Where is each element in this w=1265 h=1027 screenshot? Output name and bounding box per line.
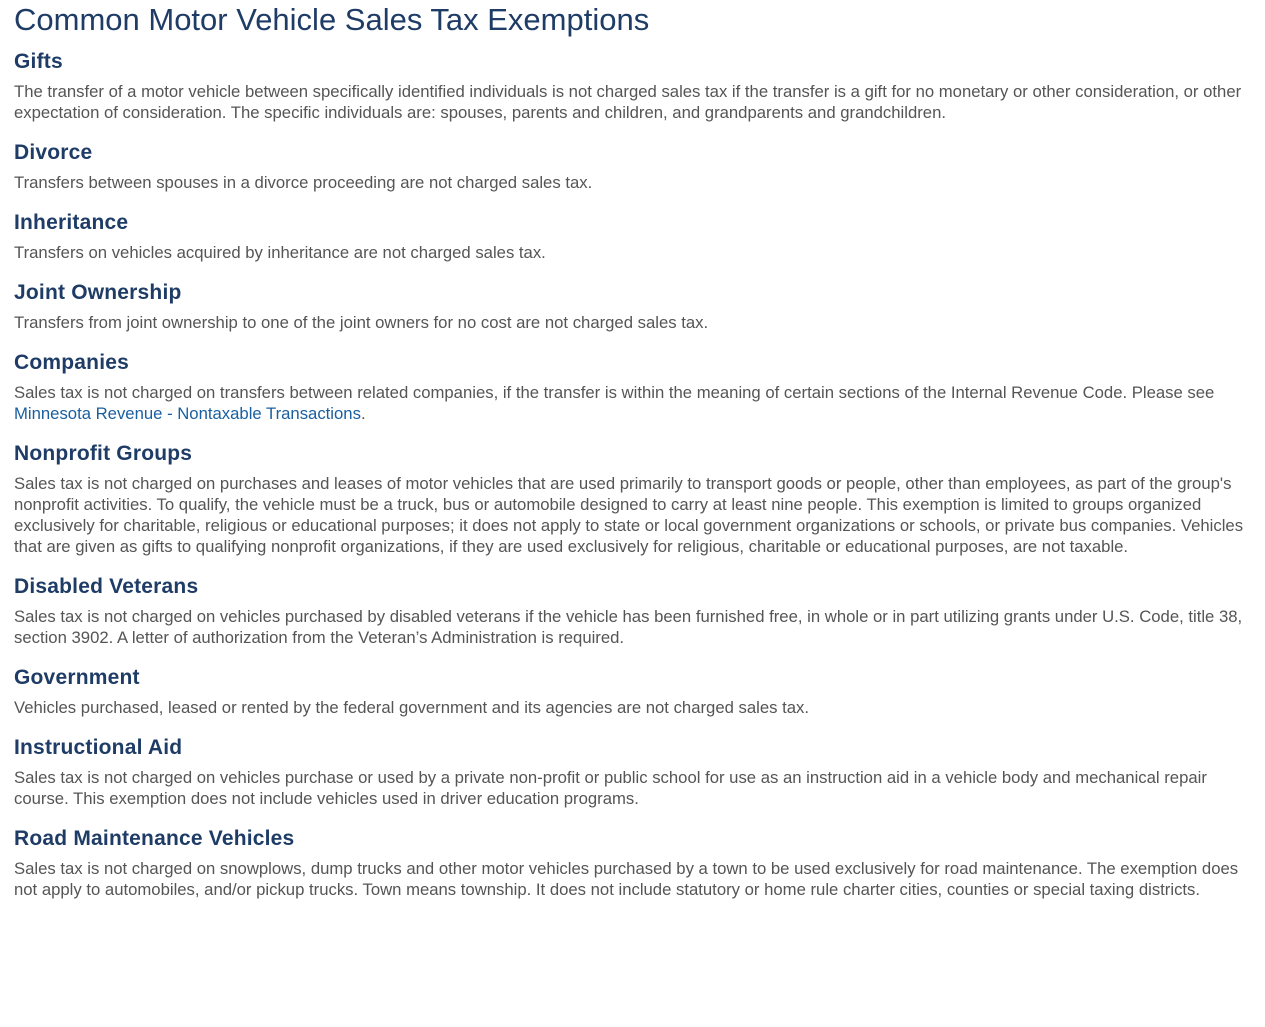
section-government	[14, 665, 1251, 718]
section-body-divorce: Transfers between spouses in a divorce proceeding are not charged sales tax.	[14, 173, 593, 192]
section-body-inheritance: Transfers on vehicles acquired by inheritance are not charged sales tax.	[14, 243, 546, 262]
section-gifts	[14, 49, 1251, 123]
section-nonprofit-groups	[14, 441, 1251, 557]
section-body-government: Vehicles purchased, leased or rented by the federal government and its agencies are not charged sales tax.	[14, 698, 810, 717]
minnesota-revenue-link[interactable]: Minnesota Revenue - Nontaxable Transactions	[14, 404, 361, 423]
section-heading-companies: Companies	[14, 351, 129, 374]
section-heading-inheritance: Inheritance	[14, 211, 129, 234]
section-disabled-veterans	[14, 574, 1251, 648]
section-body-road-maintenance-vehicles: Sales tax is not charged on snowplows, dump trucks and other motor vehicles purchased by a town to be used exclusively for road maintenance. The exemption does not apply to automobiles, and/or pickup trucks. Town means township. It does not include statutory or home rule charter cities, counties or special taxing districts.	[14, 859, 1239, 899]
section-heading-joint-ownership: Joint Ownership	[14, 281, 182, 304]
section-inheritance	[14, 210, 1251, 263]
section-heading-divorce: Divorce	[14, 141, 93, 164]
section-instructional-aid	[14, 735, 1251, 809]
section-heading-disabled-veterans: Disabled Veterans	[14, 575, 199, 598]
section-road-maintenance-vehicles	[14, 826, 1251, 900]
page-title: Common Motor Vehicle Sales Tax Exemptions	[14, 2, 650, 37]
section-companies	[14, 350, 1251, 424]
section-divorce	[14, 140, 1251, 193]
section-body-disabled-veterans: Sales tax is not charged on vehicles purchased by disabled veterans if the vehicle has been furnished free, in whole or in part utilizing grants under U.S. Code, title 38, section 3902. A letter of authorization from the Veteran’s Administration is required.	[14, 607, 1243, 647]
section-joint-ownership	[14, 280, 1251, 333]
section-body-companies	[14, 382, 1251, 424]
section-heading-nonprofit-groups: Nonprofit Groups	[14, 442, 193, 465]
companies-body-end: .	[360, 404, 366, 423]
section-heading-road-maintenance-vehicles: Road Maintenance Vehicles	[14, 827, 295, 850]
section-heading-instructional-aid: Instructional Aid	[14, 736, 183, 759]
section-body-nonprofit-groups: Sales tax is not charged on purchases and leases of motor vehicles that are used primarily to transport goods or people, other than employees, as part of the group's nonprofit activities. To qualify, the vehicle must be a truck, bus or automobile designed to carry at least nine people. This exemption is limited to groups organized exclusively for charitable, religious or educational purposes; it does not apply to state or local government organizations or schools, or private bus companies. Vehicles that are given as gifts to qualifying nonprofit organizations, if they are used exclusively for religious, charitable or educational purposes, are not taxable.	[14, 474, 1244, 556]
section-body-instructional-aid: Sales tax is not charged on vehicles purchase or used by a private non-profit or public school for use as an instruction aid in a vehicle body and mechanical repair course. This exemption does not include vehicles used in driver education programs.	[14, 768, 1207, 808]
page-content	[0, 1, 1265, 900]
section-heading-gifts: Gifts	[14, 50, 63, 73]
section-body-gifts: The transfer of a motor vehicle between specifically identified individuals is not charged sales tax if the transfer is a gift for no monetary or other consideration, or other expectation of consideration. The specific individuals are: spouses, parents and children, and grandparents and grandchildren.	[14, 82, 1242, 122]
section-body-joint-ownership: Transfers from joint ownership to one of the joint owners for no cost are not charged sales tax.	[14, 313, 709, 332]
section-heading-government: Government	[14, 666, 140, 689]
companies-body-text: Sales tax is not charged on transfers between related companies, if the transfer is within the meaning of certain sections of the Internal Revenue Code. Please see	[14, 383, 1215, 402]
